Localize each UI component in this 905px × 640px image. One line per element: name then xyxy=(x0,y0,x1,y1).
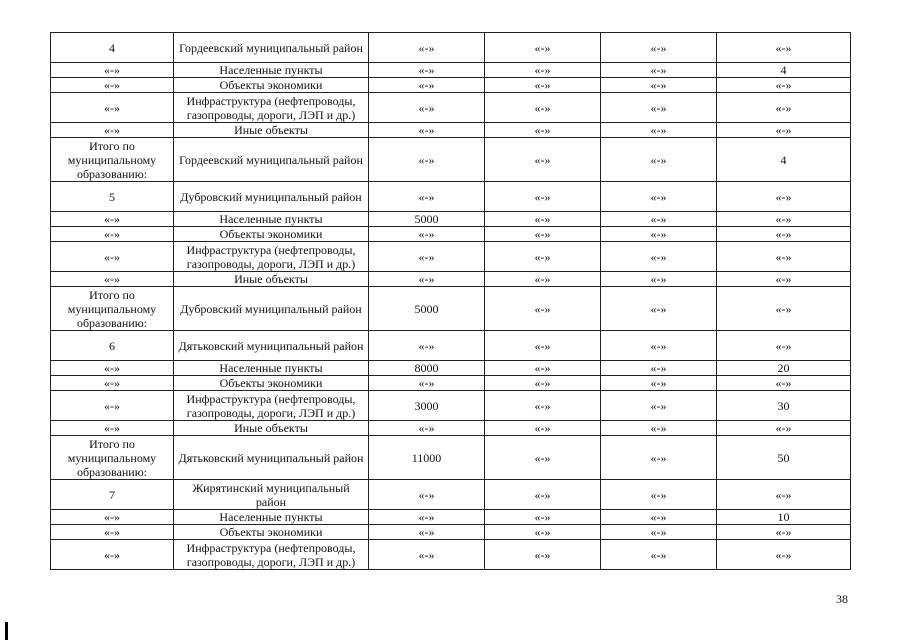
value-cell-4: «-» xyxy=(717,480,851,510)
value-cell-2: «-» xyxy=(485,510,601,525)
row-number-cell: «-» xyxy=(51,123,174,138)
value-cell-1: «-» xyxy=(369,376,485,391)
table-row xyxy=(51,78,851,93)
value-cell-1: 5000 xyxy=(369,212,485,227)
value-cell-3: «-» xyxy=(601,138,717,182)
object-name-cell: Инфраструктура (нефтепроводы, газопроводы, дороги, ЛЭП и др.) xyxy=(174,391,369,421)
value-cell-1: «-» xyxy=(369,33,485,63)
value-cell-1: 5000 xyxy=(369,287,485,331)
value-cell-3: «-» xyxy=(601,93,717,123)
value-cell-2: «-» xyxy=(485,182,601,212)
table-row xyxy=(51,331,851,361)
value-cell-3: «-» xyxy=(601,525,717,540)
data-table xyxy=(50,32,851,570)
value-cell-4: «-» xyxy=(717,525,851,540)
value-cell-3: «-» xyxy=(601,272,717,287)
value-cell-4: «-» xyxy=(717,272,851,287)
value-cell-2: «-» xyxy=(485,376,601,391)
value-cell-1: 8000 xyxy=(369,361,485,376)
row-number-cell: Итого по муниципальному образованию: xyxy=(51,436,174,480)
value-cell-3: «-» xyxy=(601,376,717,391)
object-name-cell: Иные объекты xyxy=(174,421,369,436)
value-cell-4: «-» xyxy=(717,421,851,436)
object-name-cell: Населенные пункты xyxy=(174,63,369,78)
value-cell-1: «-» xyxy=(369,272,485,287)
object-name-cell: Объекты экономики xyxy=(174,227,369,242)
value-cell-2: «-» xyxy=(485,33,601,63)
row-number-cell: «-» xyxy=(51,63,174,78)
row-number-cell: «-» xyxy=(51,361,174,376)
value-cell-4: «-» xyxy=(717,227,851,242)
value-cell-4: «-» xyxy=(717,287,851,331)
value-cell-3: «-» xyxy=(601,361,717,376)
table-row xyxy=(51,212,851,227)
row-number-cell: «-» xyxy=(51,510,174,525)
value-cell-1: «-» xyxy=(369,480,485,510)
object-name-cell: Дятьковский муниципальный район xyxy=(174,436,369,480)
value-cell-3: «-» xyxy=(601,540,717,570)
table-row xyxy=(51,391,851,421)
value-cell-2: «-» xyxy=(485,436,601,480)
object-name-cell: Объекты экономики xyxy=(174,376,369,391)
value-cell-3: «-» xyxy=(601,480,717,510)
value-cell-4: «-» xyxy=(717,78,851,93)
value-cell-2: «-» xyxy=(485,78,601,93)
table-row xyxy=(51,510,851,525)
page-number: 38 xyxy=(836,592,848,606)
value-cell-3: «-» xyxy=(601,421,717,436)
table-row xyxy=(51,33,851,63)
value-cell-1: «-» xyxy=(369,63,485,78)
value-cell-4: «-» xyxy=(717,540,851,570)
value-cell-1: «-» xyxy=(369,227,485,242)
table-body xyxy=(51,33,851,570)
value-cell-4: «-» xyxy=(717,242,851,272)
value-cell-2: «-» xyxy=(485,123,601,138)
value-cell-1: «-» xyxy=(369,331,485,361)
value-cell-2: «-» xyxy=(485,391,601,421)
value-cell-3: «-» xyxy=(601,331,717,361)
row-number-cell: «-» xyxy=(51,212,174,227)
row-number-cell: «-» xyxy=(51,540,174,570)
value-cell-2: «-» xyxy=(485,525,601,540)
object-name-cell: Дятьковский муниципальный район xyxy=(174,331,369,361)
value-cell-3: «-» xyxy=(601,287,717,331)
value-cell-4: 4 xyxy=(717,63,851,78)
value-cell-3: «-» xyxy=(601,227,717,242)
object-name-cell: Иные объекты xyxy=(174,272,369,287)
value-cell-4: 4 xyxy=(717,138,851,182)
object-name-cell: Дубровский муниципальный район xyxy=(174,287,369,331)
value-cell-1: 3000 xyxy=(369,391,485,421)
table-row xyxy=(51,525,851,540)
row-number-cell: Итого по муниципальному образованию: xyxy=(51,287,174,331)
value-cell-3: «-» xyxy=(601,182,717,212)
value-cell-3: «-» xyxy=(601,33,717,63)
object-name-cell: Объекты экономики xyxy=(174,525,369,540)
value-cell-4: «-» xyxy=(717,212,851,227)
table-row xyxy=(51,93,851,123)
scan-edge-mark xyxy=(5,622,8,640)
value-cell-2: «-» xyxy=(485,242,601,272)
row-number-cell: «-» xyxy=(51,376,174,391)
object-name-cell: Гордеевский муниципальный район xyxy=(174,138,369,182)
object-name-cell: Инфраструктура (нефтепроводы, газопроводы, дороги, ЛЭП и др.) xyxy=(174,93,369,123)
value-cell-3: «-» xyxy=(601,242,717,272)
value-cell-1: «-» xyxy=(369,421,485,436)
value-cell-4: «-» xyxy=(717,182,851,212)
value-cell-1: «-» xyxy=(369,182,485,212)
object-name-cell: Дубровский муниципальный район xyxy=(174,182,369,212)
object-name-cell: Населенные пункты xyxy=(174,212,369,227)
value-cell-2: «-» xyxy=(485,272,601,287)
object-name-cell: Инфраструктура (нефтепроводы, газопроводы, дороги, ЛЭП и др.) xyxy=(174,242,369,272)
value-cell-1: «-» xyxy=(369,138,485,182)
value-cell-2: «-» xyxy=(485,227,601,242)
value-cell-4: «-» xyxy=(717,123,851,138)
table-row xyxy=(51,242,851,272)
table-row xyxy=(51,138,851,182)
object-name-cell: Гордеевский муниципальный район xyxy=(174,33,369,63)
object-name-cell: Объекты экономики xyxy=(174,78,369,93)
value-cell-2: «-» xyxy=(485,480,601,510)
row-number-cell: «-» xyxy=(51,227,174,242)
table-row xyxy=(51,436,851,480)
row-number-cell: 4 xyxy=(51,33,174,63)
table-row xyxy=(51,123,851,138)
row-number-cell: 6 xyxy=(51,331,174,361)
value-cell-1: 11000 xyxy=(369,436,485,480)
table-row xyxy=(51,287,851,331)
value-cell-2: «-» xyxy=(485,540,601,570)
value-cell-3: «-» xyxy=(601,212,717,227)
value-cell-3: «-» xyxy=(601,123,717,138)
value-cell-4: «-» xyxy=(717,33,851,63)
value-cell-4: «-» xyxy=(717,331,851,361)
value-cell-1: «-» xyxy=(369,540,485,570)
value-cell-1: «-» xyxy=(369,78,485,93)
value-cell-3: «-» xyxy=(601,436,717,480)
row-number-cell: 7 xyxy=(51,480,174,510)
table-row xyxy=(51,480,851,510)
value-cell-4: «-» xyxy=(717,93,851,123)
value-cell-2: «-» xyxy=(485,212,601,227)
row-number-cell: Итого по муниципальному образованию: xyxy=(51,138,174,182)
table-row xyxy=(51,376,851,391)
table-row xyxy=(51,182,851,212)
value-cell-2: «-» xyxy=(485,63,601,78)
value-cell-4: 20 xyxy=(717,361,851,376)
value-cell-1: «-» xyxy=(369,123,485,138)
table-row xyxy=(51,361,851,376)
row-number-cell: 5 xyxy=(51,182,174,212)
value-cell-2: «-» xyxy=(485,93,601,123)
row-number-cell: «-» xyxy=(51,78,174,93)
value-cell-4: «-» xyxy=(717,376,851,391)
value-cell-2: «-» xyxy=(485,138,601,182)
table-row xyxy=(51,227,851,242)
value-cell-2: «-» xyxy=(485,331,601,361)
value-cell-3: «-» xyxy=(601,510,717,525)
value-cell-4: 50 xyxy=(717,436,851,480)
row-number-cell: «-» xyxy=(51,421,174,436)
value-cell-1: «-» xyxy=(369,242,485,272)
table-row xyxy=(51,540,851,570)
row-number-cell: «-» xyxy=(51,391,174,421)
table-row xyxy=(51,272,851,287)
table-row xyxy=(51,63,851,78)
row-number-cell: «-» xyxy=(51,272,174,287)
value-cell-2: «-» xyxy=(485,421,601,436)
object-name-cell: Инфраструктура (нефтепроводы, газопроводы, дороги, ЛЭП и др.) xyxy=(174,540,369,570)
value-cell-3: «-» xyxy=(601,391,717,421)
object-name-cell: Населенные пункты xyxy=(174,361,369,376)
row-number-cell: «-» xyxy=(51,525,174,540)
value-cell-3: «-» xyxy=(601,63,717,78)
value-cell-1: «-» xyxy=(369,510,485,525)
value-cell-1: «-» xyxy=(369,93,485,123)
row-number-cell: «-» xyxy=(51,93,174,123)
value-cell-2: «-» xyxy=(485,287,601,331)
value-cell-3: «-» xyxy=(601,78,717,93)
value-cell-4: 30 xyxy=(717,391,851,421)
table-row xyxy=(51,421,851,436)
object-name-cell: Населенные пункты xyxy=(174,510,369,525)
object-name-cell: Иные объекты xyxy=(174,123,369,138)
row-number-cell: «-» xyxy=(51,242,174,272)
value-cell-1: «-» xyxy=(369,525,485,540)
object-name-cell: Жирятинский муниципальный район xyxy=(174,480,369,510)
value-cell-4: 10 xyxy=(717,510,851,525)
value-cell-2: «-» xyxy=(485,361,601,376)
